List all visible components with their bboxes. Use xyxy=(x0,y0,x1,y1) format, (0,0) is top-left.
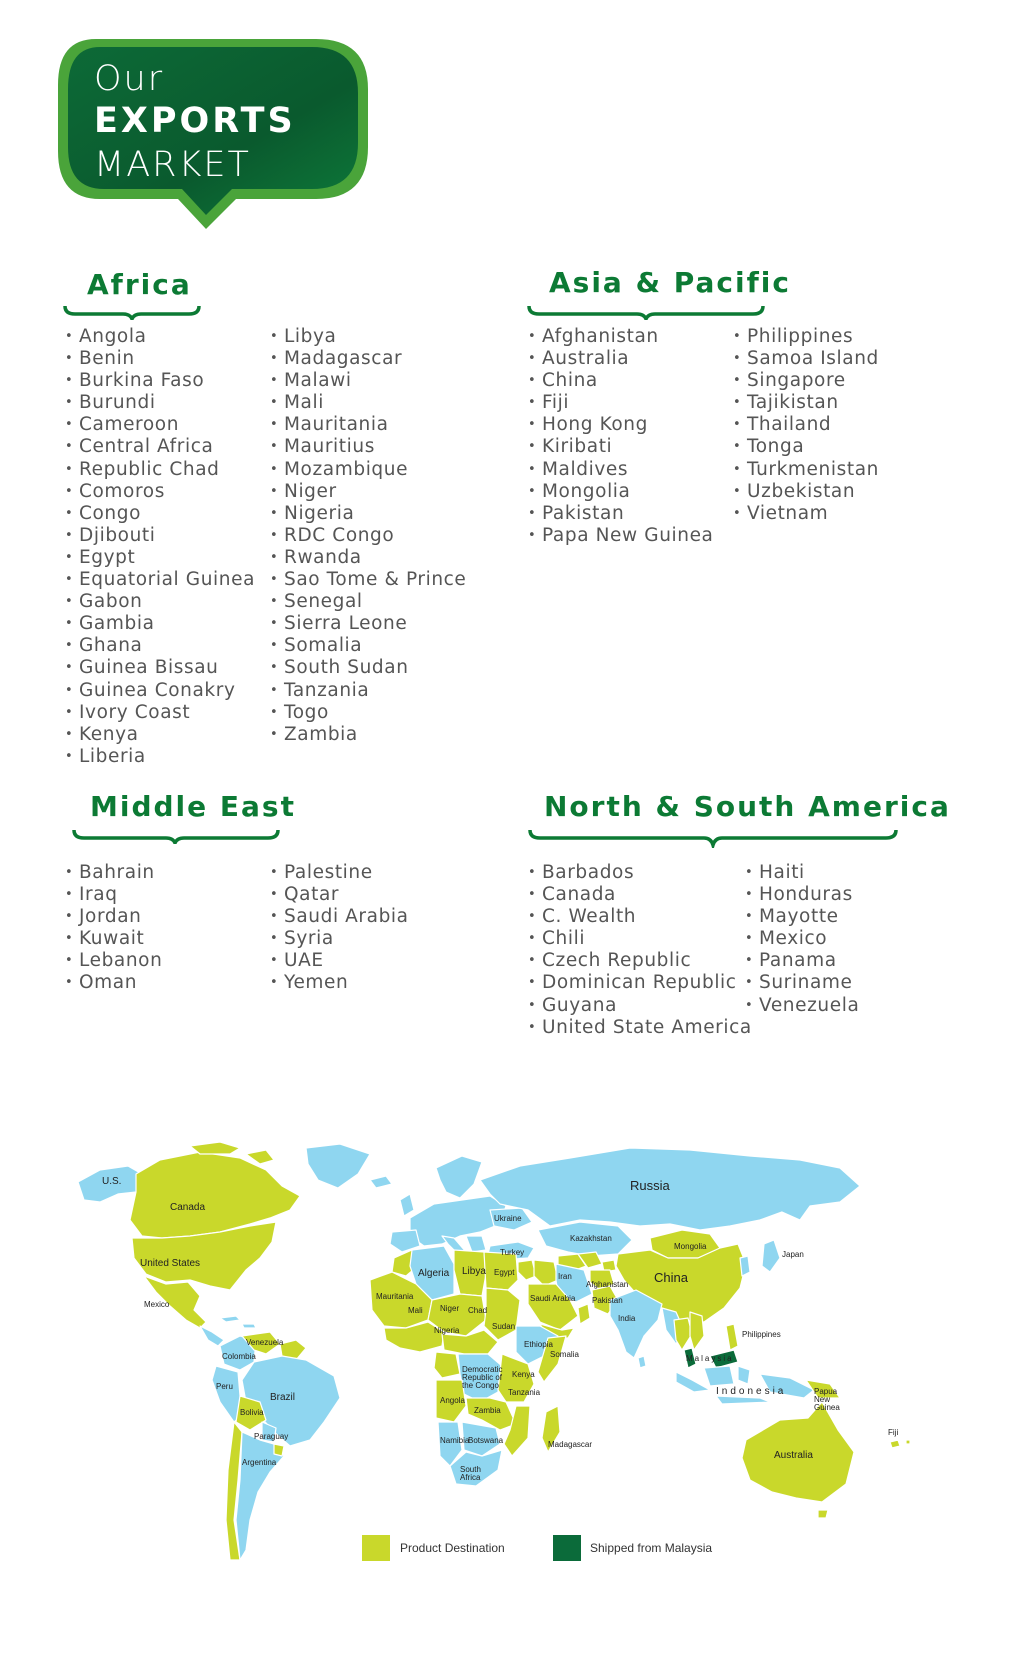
country-list-item: • Tanzania xyxy=(270,680,466,702)
brace-underline xyxy=(63,304,201,320)
region-korea-japan xyxy=(740,1240,780,1276)
country-list-item: • Thailand xyxy=(733,414,879,436)
map-label-mali: Mali xyxy=(408,1306,423,1315)
country-list-item: • Djibouti xyxy=(65,525,255,547)
map-label-chad: Chad xyxy=(468,1306,488,1315)
region-title-middle-east: Middle East xyxy=(90,790,296,823)
country-list-item: • Honduras xyxy=(745,884,859,906)
legend-swatch-shipped xyxy=(553,1535,581,1561)
country-list-item: • Senegal xyxy=(270,591,466,613)
country-list-item: • Mayotte xyxy=(745,906,859,928)
map-label-madagascar: Madagascar xyxy=(548,1440,593,1449)
country-list-item: • Central Africa xyxy=(65,436,255,458)
map-label-nigeria: Nigeria xyxy=(434,1326,460,1335)
region-levant xyxy=(518,1260,536,1280)
legend-label-shipped: Shipped from Malaysia xyxy=(590,1541,713,1555)
country-list-item: • Liberia xyxy=(65,746,255,768)
country-list-item: • Iraq xyxy=(65,884,162,906)
country-list-item: • Nigeria xyxy=(270,503,466,525)
region-uruguay xyxy=(274,1444,284,1456)
country-list-item: • RDC Congo xyxy=(270,525,466,547)
country-list-item: • South Sudan xyxy=(270,657,466,679)
country-list-item: • Syria xyxy=(270,928,409,950)
country-list-item: • Dominican Republic xyxy=(528,972,752,994)
country-list-item: • Madagascar xyxy=(270,348,466,370)
country-list-item: • Yemen xyxy=(270,972,409,994)
country-list-item: • Samoa Island xyxy=(733,348,879,370)
region-uk xyxy=(400,1194,414,1216)
region-sri-lanka xyxy=(638,1356,646,1368)
region-scandinavia xyxy=(436,1156,482,1198)
map-label-indonesia: Indonesia xyxy=(716,1386,787,1397)
country-list-item: • Mali xyxy=(270,392,466,414)
region-greenland xyxy=(306,1144,370,1188)
legend-label-destination: Product Destination xyxy=(400,1541,505,1555)
country-list-item: • Hong Kong xyxy=(528,414,714,436)
map-label-russia: Russia xyxy=(630,1178,670,1193)
country-list-item: • Maldives xyxy=(528,459,714,481)
map-label-canada: Canada xyxy=(170,1202,206,1213)
country-list-item: • Mauritania xyxy=(270,414,466,436)
map-label-pakistan: Pakistan xyxy=(592,1296,623,1305)
map-label-venezuela: Venezuela xyxy=(246,1338,284,1347)
country-list-item: • Gambia xyxy=(65,613,255,635)
country-list-item: • Canada xyxy=(528,884,752,906)
region-caribbean xyxy=(220,1316,256,1328)
map-label-malaysia: Malaysia xyxy=(686,1354,734,1363)
country-list-item: • Comoros xyxy=(65,481,255,503)
badge-line-market: MARKET xyxy=(94,145,251,185)
map-label-afghanistan: Afghanistan xyxy=(586,1280,629,1289)
country-list-item: • Qatar xyxy=(270,884,409,906)
legend-swatch-destination xyxy=(362,1535,390,1561)
country-list-item: • Vietnam xyxy=(733,503,879,525)
africa-list-col1 xyxy=(65,326,255,768)
map-label-philippines: Philippines xyxy=(742,1330,781,1339)
country-list-item: • Venezuela xyxy=(745,995,859,1017)
country-list-item: • Somalia xyxy=(270,635,466,657)
world-map xyxy=(70,1140,960,1580)
country-list-item: • Cameroon xyxy=(65,414,255,436)
region-tasmania xyxy=(818,1510,828,1518)
country-list-item: • Mongolia xyxy=(528,481,714,503)
country-list-item: • Fiji xyxy=(528,392,714,414)
map-label-kenya: Kenya xyxy=(512,1370,535,1379)
country-list-item: • Mauritius xyxy=(270,436,466,458)
map-label-somalia: Somalia xyxy=(550,1350,579,1359)
country-list-item: • Congo xyxy=(65,503,255,525)
map-label-botswana: Botswana xyxy=(468,1436,504,1445)
country-list-item: • Uzbekistan xyxy=(733,481,879,503)
map-label-angola: Angola xyxy=(440,1396,465,1405)
country-list-item: • Bahrain xyxy=(65,862,162,884)
map-label-iran: Iran xyxy=(558,1272,572,1281)
country-list-item: • Burundi xyxy=(65,392,255,414)
map-label-united-states: United States xyxy=(140,1258,201,1269)
middle-east-list-col1 xyxy=(65,862,162,995)
region-iraq xyxy=(534,1260,558,1286)
country-list-item: • Rwanda xyxy=(270,547,466,569)
country-list-item: • Papa New Guinea xyxy=(528,525,714,547)
country-list-item: • Czech Republic xyxy=(528,950,752,972)
country-list-item: • Guinea Conakry xyxy=(65,680,255,702)
country-list-item: • Republic Chad xyxy=(65,459,255,481)
country-list-item: • Kenya xyxy=(65,724,255,746)
country-list-item: • Sao Tome & Prince xyxy=(270,569,466,591)
country-list-item: • Malawi xyxy=(270,370,466,392)
title-badge xyxy=(56,37,376,243)
country-list-item: • Benin xyxy=(65,348,255,370)
map-label-sudan: Sudan xyxy=(492,1322,516,1331)
middle-east-list-col2 xyxy=(270,862,409,995)
brace-underline xyxy=(72,828,282,844)
country-list-item: • Tonga xyxy=(733,436,879,458)
map-label-china: China xyxy=(654,1270,688,1285)
map-label-argentina: Argentina xyxy=(242,1458,277,1467)
country-list-item: • Panama xyxy=(745,950,859,972)
region-thailand xyxy=(674,1318,692,1350)
region-philippines xyxy=(726,1324,738,1350)
country-list-item: • Jordan xyxy=(65,906,162,928)
country-list-item: • Ivory Coast xyxy=(65,702,255,724)
region-vietnam xyxy=(690,1312,704,1350)
country-list-item: • Palestine xyxy=(270,862,409,884)
map-label-libya: Libya xyxy=(462,1266,486,1277)
map-label-egypt: Egypt xyxy=(494,1268,515,1277)
map-label-papua-new-guinea: Papua New Guinea xyxy=(814,1387,840,1412)
map-label-ukraine: Ukraine xyxy=(494,1214,522,1223)
country-list-item: • Tajikistan xyxy=(733,392,879,414)
map-label-south-africa: South Africa xyxy=(460,1465,481,1482)
country-list-item: • UAE xyxy=(270,950,409,972)
region-iceland xyxy=(370,1176,392,1188)
map-label-kazakhstan: Kazakhstan xyxy=(570,1234,612,1243)
map-label-peru: Peru xyxy=(216,1382,233,1391)
country-list-item: • Barbados xyxy=(528,862,752,884)
africa-list-col2 xyxy=(270,326,466,746)
region-title-africa: Africa xyxy=(87,268,192,301)
country-list-item: • Australia xyxy=(528,348,714,370)
badge-line-our: Our xyxy=(94,59,165,99)
map-label-drc: Democratic Republic of the Congo xyxy=(462,1365,503,1390)
map-label-mongolia: Mongolia xyxy=(674,1242,707,1251)
asia-list-col2 xyxy=(733,326,879,525)
country-list-item: • Angola xyxy=(65,326,255,348)
country-list-item: • Saudi Arabia xyxy=(270,906,409,928)
country-list-item: • Libya xyxy=(270,326,466,348)
americas-list-col1 xyxy=(528,862,752,1039)
country-list-item: • Mozambique xyxy=(270,459,466,481)
region-gabon-congo xyxy=(434,1352,460,1378)
region-indonesia xyxy=(676,1366,770,1404)
country-list-item: • Kiribati xyxy=(528,436,714,458)
country-list-item: • Singapore xyxy=(733,370,879,392)
badge-line-exports: EXPORTS xyxy=(94,101,296,141)
region-central-america xyxy=(200,1326,224,1346)
country-list-item: • Oman xyxy=(65,972,162,994)
country-list-item: • Niger xyxy=(270,481,466,503)
country-list-item: • Pakistan xyxy=(528,503,714,525)
map-label-fiji: Fiji xyxy=(888,1428,899,1437)
country-list-item: • Togo xyxy=(270,702,466,724)
country-list-item: • Kuwait xyxy=(65,928,162,950)
country-list-item: • Lebanon xyxy=(65,950,162,972)
map-label-saudi-arabia: Saudi Arabia xyxy=(530,1294,576,1303)
country-list-item: • Philippines xyxy=(733,326,879,348)
country-list-item: • Ghana xyxy=(65,635,255,657)
country-list-item: • Guinea Bissau xyxy=(65,657,255,679)
region-europe xyxy=(410,1196,506,1246)
map-label-niger: Niger xyxy=(440,1304,460,1313)
country-list-item: • Burkina Faso xyxy=(65,370,255,392)
brace-underline xyxy=(527,304,767,320)
country-list-item: • Suriname xyxy=(745,972,859,994)
map-label-india: India xyxy=(618,1314,636,1323)
country-list-item: • Chili xyxy=(528,928,752,950)
map-label-australia: Australia xyxy=(774,1450,813,1461)
map-label-mauritania: Mauritania xyxy=(376,1292,414,1301)
region-pacific-islands xyxy=(890,1440,910,1448)
region-iberia xyxy=(390,1230,420,1252)
country-list-item: • Gabon xyxy=(65,591,255,613)
map-label-bolivia: Bolivia xyxy=(240,1408,264,1417)
country-list-item: • Haiti xyxy=(745,862,859,884)
country-list-item: • Guyana xyxy=(528,995,752,1017)
map-label-tanzania: Tanzania xyxy=(508,1388,541,1397)
map-label-mexico: Mexico xyxy=(144,1300,170,1309)
map-label-us-alaska: U.S. xyxy=(102,1176,122,1187)
region-title-americas: North & South America xyxy=(544,790,951,823)
country-list-item: • Zambia xyxy=(270,724,466,746)
country-list-item: • C. Wealth xyxy=(528,906,752,928)
map-label-brazil: Brazil xyxy=(270,1392,296,1403)
country-list-item: • Afghanistan xyxy=(528,326,714,348)
americas-list-col2 xyxy=(745,862,859,1017)
map-label-ethiopia: Ethiopia xyxy=(524,1340,553,1349)
brace-underline xyxy=(528,828,900,848)
country-list-item: • Egypt xyxy=(65,547,255,569)
region-title-asia-pacific: Asia & Pacific xyxy=(549,266,791,299)
region-russia xyxy=(480,1148,860,1230)
country-list-item: • United State America xyxy=(528,1017,752,1039)
region-sudan xyxy=(484,1288,520,1340)
map-label-zambia: Zambia xyxy=(474,1406,501,1415)
country-list-item: • China xyxy=(528,370,714,392)
country-list-item: • Mexico xyxy=(745,928,859,950)
asia-list-col1 xyxy=(528,326,714,547)
map-label-colombia: Colombia xyxy=(222,1352,256,1361)
map-label-algeria: Algeria xyxy=(418,1268,450,1279)
map-label-turkey: Turkey xyxy=(500,1248,525,1257)
country-list-item: • Sierra Leone xyxy=(270,613,466,635)
country-list-item: • Equatorial Guinea xyxy=(65,569,255,591)
map-label-japan: Japan xyxy=(782,1250,804,1259)
map-label-namibia: Namibia xyxy=(440,1436,470,1445)
map-label-paraguay: Paraguay xyxy=(254,1432,289,1441)
country-list-item: • Turkmenistan xyxy=(733,459,879,481)
